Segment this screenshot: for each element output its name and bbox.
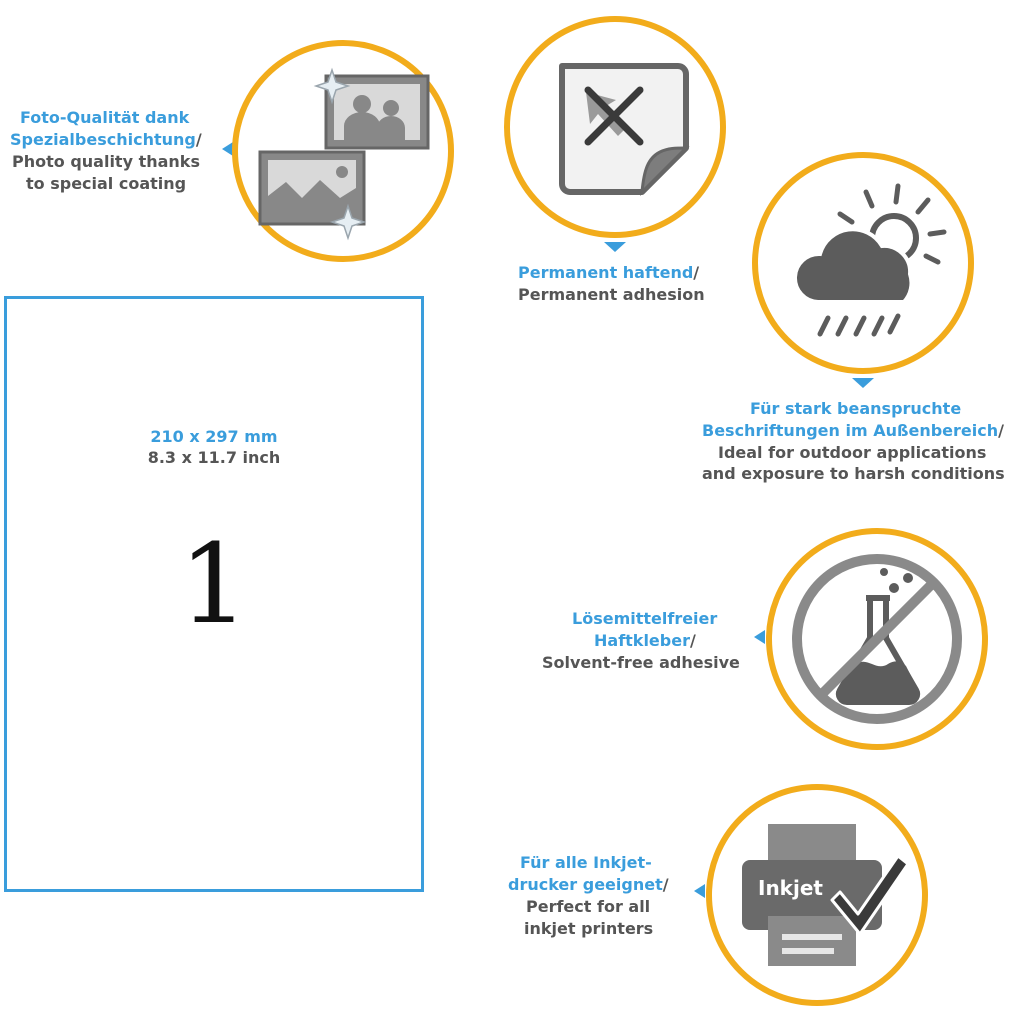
outdoor-pointer bbox=[852, 378, 874, 388]
no-chemical-flask-icon bbox=[772, 534, 982, 744]
solvent-de-line2 bbox=[594, 630, 696, 652]
inkjet-printer-check-icon bbox=[712, 790, 922, 1000]
labels-per-sheet: 1 bbox=[179, 520, 249, 648]
photo-quality-circle bbox=[232, 40, 454, 262]
inkjet-de-word: drucker geeignet bbox=[508, 875, 663, 894]
no-peel-label-icon bbox=[510, 22, 720, 232]
printer-label: Inkjet bbox=[758, 876, 823, 900]
outdoor-slash: / bbox=[998, 421, 1004, 440]
outdoor-de-line1: Für stark beanspruchte bbox=[750, 399, 962, 418]
outdoor-de-word: Beschriftungen im Außenbereich bbox=[702, 421, 999, 440]
photo-quality-de-word: Spezialbeschichtung bbox=[10, 130, 196, 149]
sheet-size-inch: 8.3 x 11.7 inch bbox=[147, 448, 281, 467]
inkjet-en-line2: inkjet printers bbox=[524, 919, 654, 938]
photo-quality-en-line1: Photo quality thanks bbox=[12, 152, 200, 171]
outdoor-de-line2 bbox=[702, 420, 1004, 442]
solvent-en-line: Solvent-free adhesive bbox=[542, 653, 740, 672]
photo-quality-en-line2: to special coating bbox=[26, 174, 187, 193]
inkjet-pointer bbox=[694, 884, 705, 898]
outdoor-en-line2: and exposure to harsh conditions bbox=[702, 464, 1005, 483]
adhesion-en-line: Permanent adhesion bbox=[518, 285, 705, 304]
solvent-circle bbox=[766, 528, 988, 750]
weather-sun-rain-icon bbox=[758, 158, 968, 368]
adhesion-de-word: Permanent haftend bbox=[518, 263, 694, 282]
inkjet-en-line1: Perfect for all bbox=[526, 897, 651, 916]
inkjet-circle bbox=[706, 784, 928, 1006]
adhesion-slash: / bbox=[693, 263, 700, 282]
photo-quality-slash: / bbox=[195, 130, 202, 149]
solvent-slash: / bbox=[689, 631, 696, 650]
adhesion-de-line bbox=[518, 262, 699, 284]
solvent-de-word: Haftkleber bbox=[594, 631, 690, 650]
photo-quality-de-line2 bbox=[10, 129, 202, 151]
solvent-pointer bbox=[754, 630, 765, 644]
outdoor-en-line1: Ideal for outdoor applications bbox=[718, 443, 987, 462]
label-sheet bbox=[4, 296, 424, 892]
sheet-size-mm: 210 x 297 mm bbox=[150, 427, 278, 446]
inkjet-de-line2 bbox=[508, 874, 669, 896]
outdoor-circle bbox=[752, 152, 974, 374]
photo-frames-icon bbox=[238, 46, 448, 256]
solvent-de-line1: Lösemittelfreier bbox=[572, 609, 718, 628]
inkjet-de-line1: Für alle Inkjet- bbox=[520, 853, 652, 872]
inkjet-slash: / bbox=[662, 875, 669, 894]
adhesion-pointer bbox=[604, 242, 626, 252]
photo-quality-de-line1: Foto-Qualität dank bbox=[20, 108, 190, 127]
adhesion-circle bbox=[504, 16, 726, 238]
